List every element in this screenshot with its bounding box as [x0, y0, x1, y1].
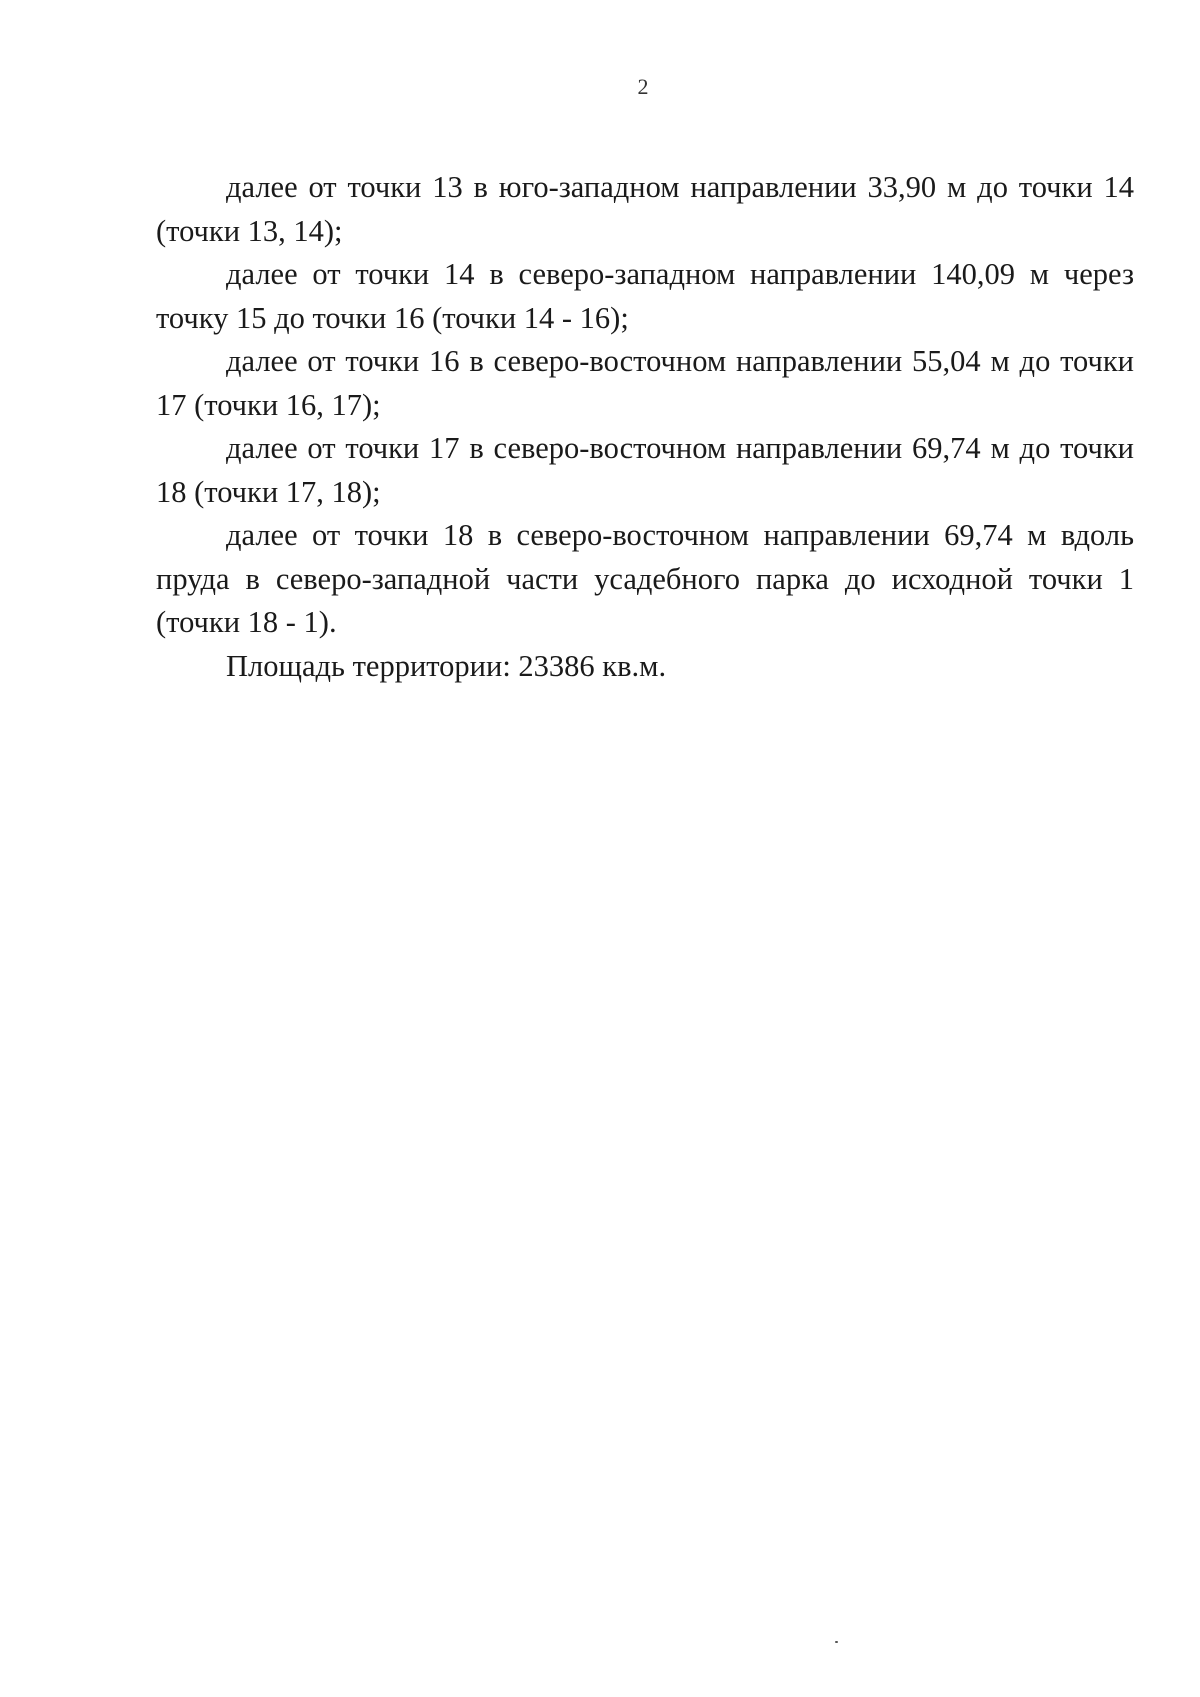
boundary-segment-17-18: далее от точки 17 в северо-восточном направлении 69,74 м до точки 18 (точки 17, 18);: [156, 431, 1134, 509]
page-number: 2: [637, 74, 649, 99]
boundary-segment-16-17: далее от точки 16 в северо-восточном направлении 55,04 м до точки 17 (точки 16, 17);: [156, 344, 1134, 422]
territory-area: Площадь территории: 23386 кв.м.: [226, 648, 667, 683]
document-body: [156, 166, 1134, 688]
boundary-segment-13-14: далее от точки 13 в юго-западном направлении 33,90 м до точки 14 (точки 13, 14);: [156, 170, 1134, 248]
boundary-segment-18-1: далее от точки 18 в северо-восточном направлении 69,74 м вдоль пруда в северо-западной части усадебного парка до исходной точки 1 (точки 18 - 1).: [156, 518, 1134, 639]
scan-artifact-dot: [835, 1641, 838, 1643]
boundary-segment-14-16: далее от точки 14 в северо-западном направлении 140,09 м через точку 15 до точки 16 (точки 14 - 16);: [156, 257, 1134, 335]
